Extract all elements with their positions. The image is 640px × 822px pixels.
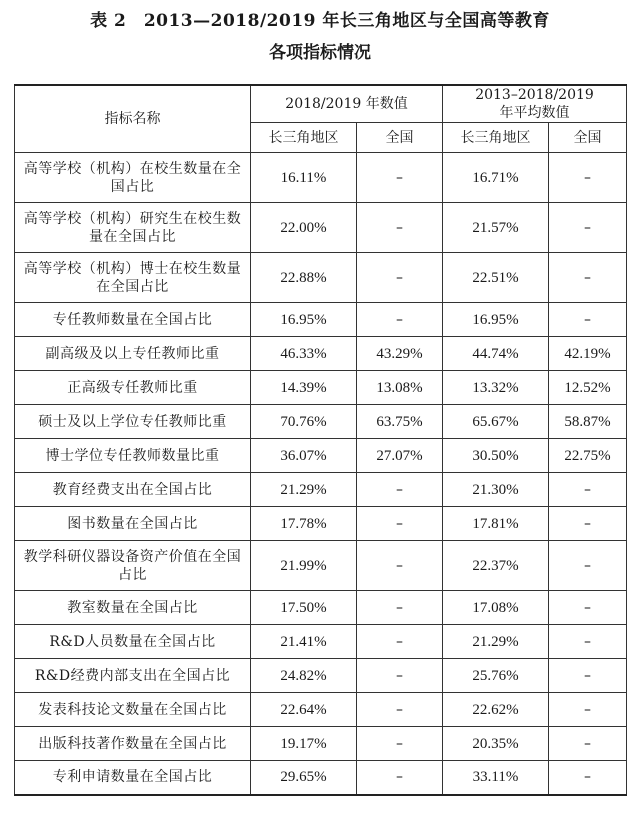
yrd-average-cell: 22.62% [443, 693, 549, 727]
national-average-cell: 22.75% [549, 439, 627, 473]
national-2018-2019-cell: – [357, 203, 443, 253]
table-row [15, 337, 627, 371]
national-2018-2019-cell: – [357, 507, 443, 541]
national-average-cell: – [549, 473, 627, 507]
national-2018-2019-cell: – [357, 761, 443, 795]
indicator-name-cell: 教学科研仪器设备资产价值在全国占比 [15, 541, 251, 591]
national-average-cell: 42.19% [549, 337, 627, 371]
yrd-average-cell: 25.76% [443, 659, 549, 693]
table-title [0, 6, 640, 68]
indicator-name-cell: R&D人员数量在全国占比 [15, 625, 251, 659]
national-2018-2019-cell: – [357, 727, 443, 761]
table-row [15, 659, 627, 693]
yrd-2018-2019-cell: 14.39% [251, 371, 357, 405]
table-row [15, 727, 627, 761]
yrd-average-cell: 33.11% [443, 761, 549, 795]
national-2018-2019-cell: – [357, 303, 443, 337]
table-row [15, 591, 627, 625]
yrd-average-cell: 16.71% [443, 153, 549, 203]
indicator-table [14, 84, 627, 796]
yrd-2018-2019-cell: 21.99% [251, 541, 357, 591]
table-row [15, 473, 627, 507]
yrd-average-cell: 17.08% [443, 591, 549, 625]
national-average-cell: – [549, 203, 627, 253]
table-row [15, 253, 627, 303]
indicator-name-cell: 教育经费支出在全国占比 [15, 473, 251, 507]
yrd-average-cell: 30.50% [443, 439, 549, 473]
yrd-average-cell: 65.67% [443, 405, 549, 439]
table-row [15, 507, 627, 541]
yrd-2018-2019-cell: 16.95% [251, 303, 357, 337]
national-2018-2019-cell: – [357, 659, 443, 693]
indicator-name-cell: 图书数量在全国占比 [15, 507, 251, 541]
national-average-cell: – [549, 625, 627, 659]
national-average-cell: – [549, 591, 627, 625]
national-2018-2019-cell: – [357, 591, 443, 625]
national-average-cell: – [549, 693, 627, 727]
indicator-name-cell: 教室数量在全国占比 [15, 591, 251, 625]
yrd-2018-2019-cell: 22.88% [251, 253, 357, 303]
table-title-line1: 表 2 2013—2018/2019 年长三角地区与全国高等教育 [90, 11, 550, 31]
table-body [15, 153, 627, 795]
table-row [15, 405, 627, 439]
indicator-name-cell: 副高级及以上专任教师比重 [15, 337, 251, 371]
national-average-cell: – [549, 659, 627, 693]
yrd-average-cell: 21.30% [443, 473, 549, 507]
indicator-name-cell: 专利申请数量在全国占比 [15, 761, 251, 795]
yrd-average-cell: 17.81% [443, 507, 549, 541]
indicator-name-cell: R&D经费内部支出在全国占比 [15, 659, 251, 693]
header-indicator-name: 指标名称 [15, 85, 251, 153]
national-average-cell: 12.52% [549, 371, 627, 405]
yrd-average-cell: 20.35% [443, 727, 549, 761]
yrd-2018-2019-cell: 19.17% [251, 727, 357, 761]
national-2018-2019-cell: – [357, 253, 443, 303]
yrd-average-cell: 44.74% [443, 337, 549, 371]
yrd-average-cell: 16.95% [443, 303, 549, 337]
national-2018-2019-cell: – [357, 541, 443, 591]
national-2018-2019-cell: – [357, 693, 443, 727]
national-average-cell: – [549, 541, 627, 591]
yrd-2018-2019-cell: 29.65% [251, 761, 357, 795]
table-row [15, 371, 627, 405]
national-average-cell: 58.87% [549, 405, 627, 439]
national-average-cell: – [549, 253, 627, 303]
yrd-2018-2019-cell: 36.07% [251, 439, 357, 473]
header-sub-yrd-2: 长三角地区 [443, 123, 549, 153]
national-2018-2019-cell: – [357, 625, 443, 659]
header-sub-national-1: 全国 [357, 123, 443, 153]
yrd-2018-2019-cell: 21.29% [251, 473, 357, 507]
indicator-name-cell: 高等学校（机构）在校生数量在全国占比 [15, 153, 251, 203]
header-group-2018-2019: 2018/2019 年数值 [251, 85, 443, 123]
national-average-cell: – [549, 761, 627, 795]
yrd-average-cell: 22.37% [443, 541, 549, 591]
national-average-cell: – [549, 727, 627, 761]
header-sub-national-2: 全国 [549, 123, 627, 153]
header-group-average [443, 85, 627, 123]
indicator-name-cell: 高等学校（机构）博士在校生数量在全国占比 [15, 253, 251, 303]
header-group-average-line2: 年平均数值 [499, 105, 570, 121]
yrd-2018-2019-cell: 17.50% [251, 591, 357, 625]
indicator-name-cell: 专任教师数量在全国占比 [15, 303, 251, 337]
yrd-2018-2019-cell: 22.00% [251, 203, 357, 253]
national-average-cell: – [549, 507, 627, 541]
indicator-name-cell: 高等学校（机构）研究生在校生数量在全国占比 [15, 203, 251, 253]
yrd-2018-2019-cell: 16.11% [251, 153, 357, 203]
table-row [15, 541, 627, 591]
table-row [15, 625, 627, 659]
yrd-2018-2019-cell: 24.82% [251, 659, 357, 693]
national-2018-2019-cell: 27.07% [357, 439, 443, 473]
indicator-name-cell: 出版科技著作数量在全国占比 [15, 727, 251, 761]
yrd-average-cell: 21.29% [443, 625, 549, 659]
indicator-name-cell: 正高级专任教师比重 [15, 371, 251, 405]
national-2018-2019-cell: – [357, 153, 443, 203]
yrd-2018-2019-cell: 22.64% [251, 693, 357, 727]
table-title-line2: 各项指标情况 [269, 43, 371, 63]
table-row [15, 761, 627, 795]
yrd-2018-2019-cell: 21.41% [251, 625, 357, 659]
indicator-name-cell: 发表科技论文数量在全国占比 [15, 693, 251, 727]
yrd-average-cell: 22.51% [443, 253, 549, 303]
national-2018-2019-cell: 43.29% [357, 337, 443, 371]
header-sub-yrd-1: 长三角地区 [251, 123, 357, 153]
table-row [15, 303, 627, 337]
yrd-2018-2019-cell: 17.78% [251, 507, 357, 541]
header-group-average-line1: 2013–2018/2019 [475, 87, 594, 103]
table-row [15, 439, 627, 473]
table-row [15, 153, 627, 203]
table-row [15, 203, 627, 253]
yrd-average-cell: 13.32% [443, 371, 549, 405]
yrd-2018-2019-cell: 70.76% [251, 405, 357, 439]
national-average-cell: – [549, 303, 627, 337]
national-2018-2019-cell: – [357, 473, 443, 507]
yrd-2018-2019-cell: 46.33% [251, 337, 357, 371]
national-average-cell: – [549, 153, 627, 203]
yrd-average-cell: 21.57% [443, 203, 549, 253]
indicator-name-cell: 硕士及以上学位专任教师比重 [15, 405, 251, 439]
indicator-name-cell: 博士学位专任教师数量比重 [15, 439, 251, 473]
national-2018-2019-cell: 13.08% [357, 371, 443, 405]
national-2018-2019-cell: 63.75% [357, 405, 443, 439]
table-row [15, 693, 627, 727]
